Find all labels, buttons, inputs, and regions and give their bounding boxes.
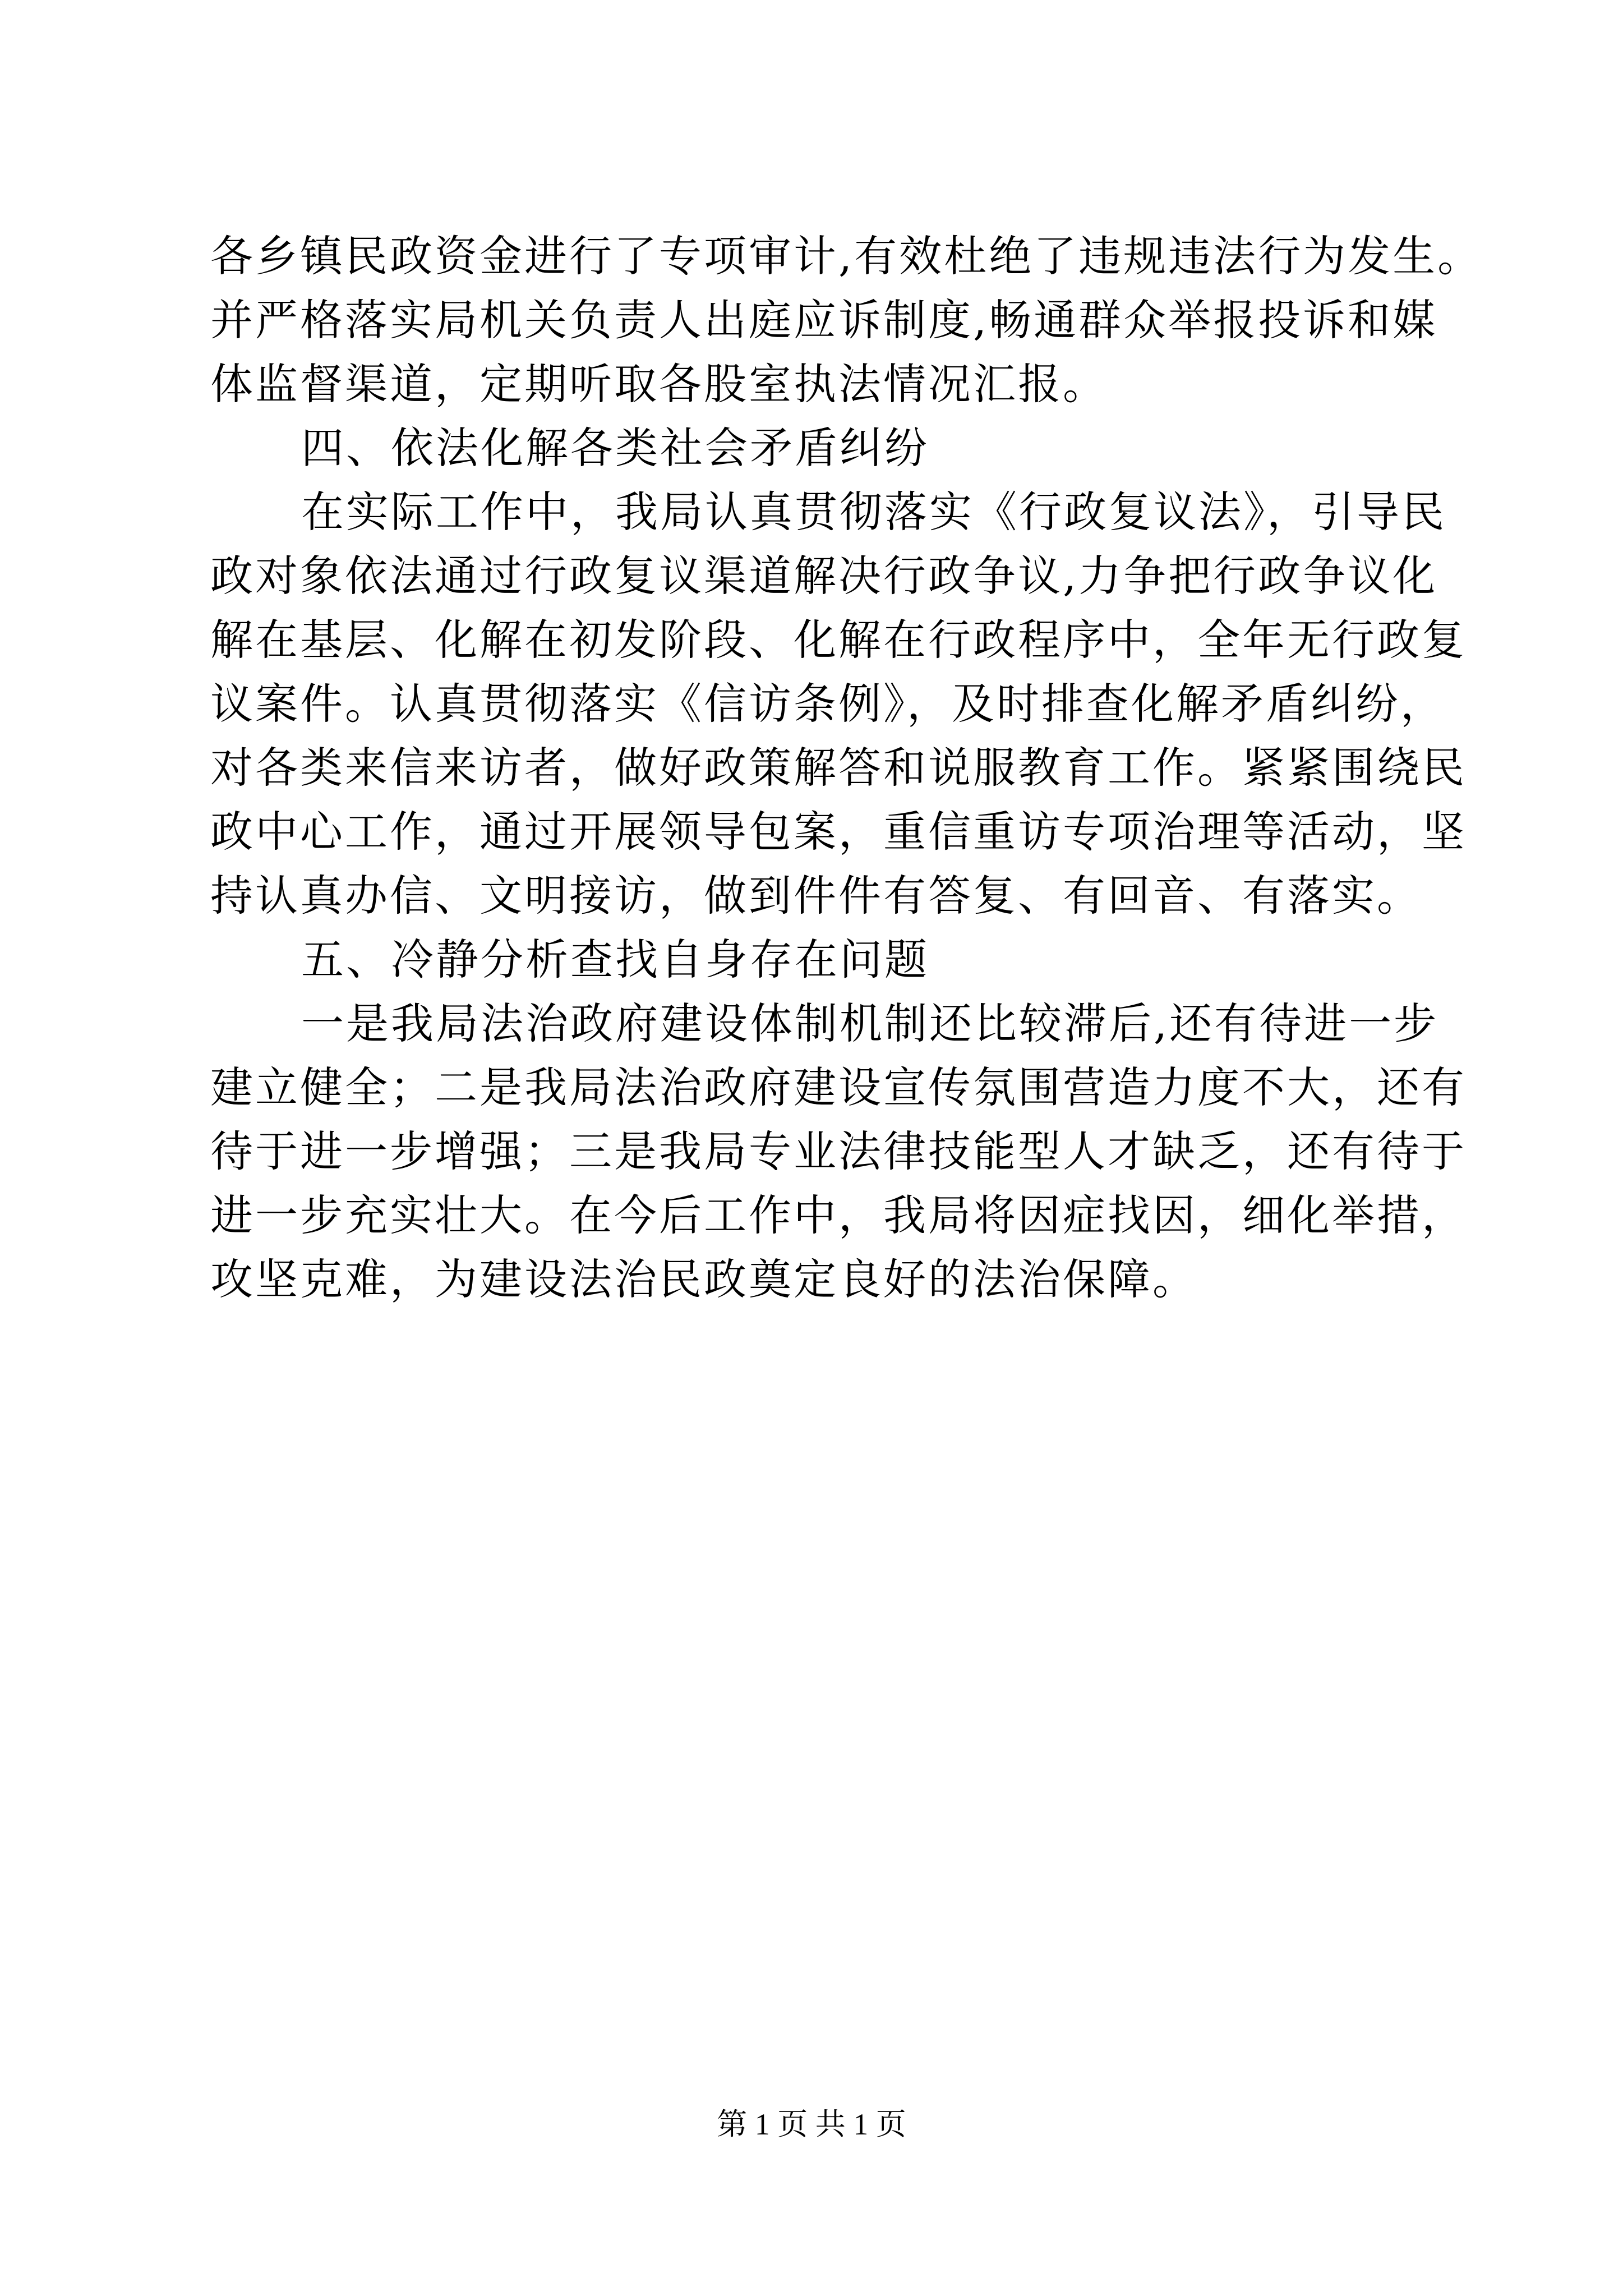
text-line: 待于进一步增强；三是我局专业法律技能型人才缺乏，还有待于 [210, 1126, 1467, 1176]
section-heading-5: 五、冷静分析查找自身存在问题 [301, 935, 929, 984]
text-line: 议案件。认真贯彻落实《信访条例》，及时排查化解矛盾纠纷， [210, 679, 1445, 729]
page-number-indicator: 第 1 页 共 1 页 [717, 2108, 906, 2141]
text-line: 攻坚克难，为建设法治民政奠定良好的法治保障。 [210, 1254, 1197, 1304]
text-line: 建立健全；二是我局法治政府建设宣传氛围营造力度不大，还有 [210, 1062, 1467, 1112]
section-heading-4: 四、依法化解各类社会矛盾纠纷 [301, 423, 929, 473]
text-line: 持认真办信、文明接访，做到件件有答复、有回音、有落实。 [210, 871, 1422, 921]
text-line: 解在基层、化解在初发阶段、化解在行政程序中，全年无行政复 [210, 615, 1467, 665]
text-line: 在实际工作中，我局认真贯彻落实《行政复议法》，引导民 [301, 487, 1446, 537]
text-line: 政中心工作，通过开展领导包案，重信重访专项治理等活动，坚 [210, 807, 1467, 857]
document-body [210, 224, 1483, 1312]
text-line: 对各类来信来访者，做好政策解答和说服教育工作。紧紧围绕民 [210, 743, 1467, 793]
text-line: 并严格落实局机关负责人出庭应诉制度,畅通群众举报投诉和媒 [210, 295, 1438, 345]
text-line: 体监督渠道，定期听取各股室执法情况汇报。 [210, 359, 1108, 409]
text-line: 进一步充实壮大。在今后工作中，我局将因症找因，细化举措， [210, 1190, 1467, 1240]
text-line: 一是我局法治政府建设体制机制还比较滞后,还有待进一步 [301, 999, 1439, 1048]
page-footer [0, 2105, 1623, 2144]
text-line: 政对象依法通过行政复议渠道解决行政争议,力争把行政争议化 [210, 551, 1438, 601]
text-line: 各乡镇民政资金进行了专项审计,有效杜绝了违规违法行为发生。 [210, 231, 1483, 281]
